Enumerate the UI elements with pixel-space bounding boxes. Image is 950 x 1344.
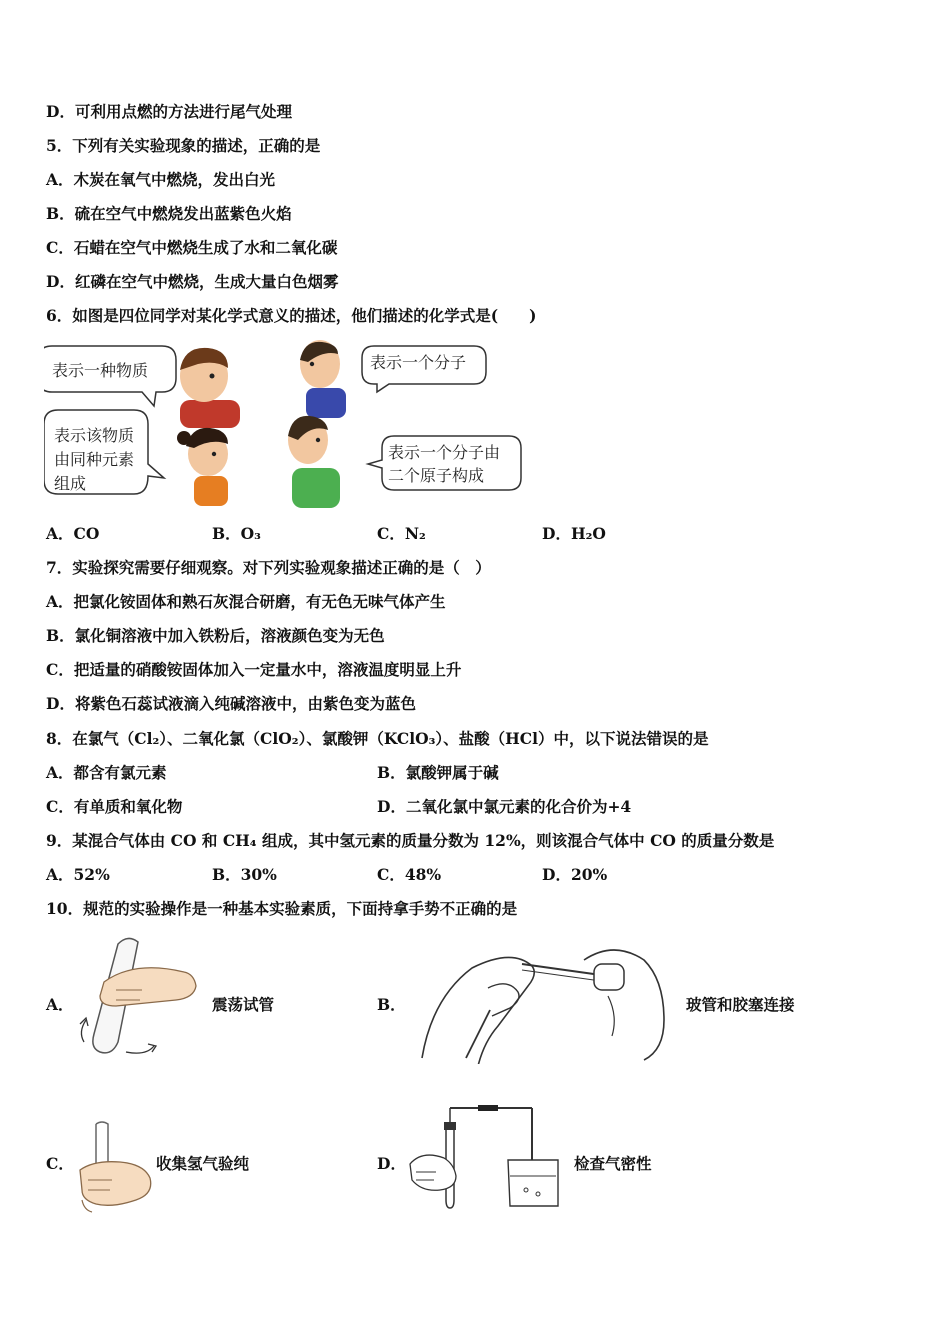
q6-option-d: D．H₂O [542, 524, 606, 543]
q6-option-c: C．N₂ [377, 524, 426, 543]
q10-label-a: A． [46, 995, 74, 1014]
q7-option-a: A．把氯化铵固体和熟石灰混合研磨，有无色无味气体产生 [46, 592, 446, 611]
q9-stem: 9．某混合气体由 CO 和 CH₄ 组成，其中氢元素的质量分数为 12%，则该混合气体中 CO 的质量分数是 [46, 831, 775, 850]
bubble-2-text: 表示一个分子 [370, 353, 467, 372]
q10-caption-d: 检查气密性 [574, 1154, 652, 1173]
q8-option-b: B．氯酸钾属于碱 [377, 763, 499, 782]
q6-stem: 6．如图是四位同学对某化学式意义的描述，他们描述的化学式是( ) [46, 306, 537, 325]
bubble-3-line3: 组成 [54, 474, 87, 493]
q10-stem: 10．规范的实验操作是一种基本实验素质，下面持拿手势不正确的是 [46, 899, 518, 918]
q10-caption-c: 收集氢气验纯 [156, 1154, 250, 1173]
q6-option-b: B．O₃ [212, 524, 261, 543]
q8-stem: 8．在氯气（Cl₂）、二氧化氯（ClO₂）、氯酸钾（KClO₃）、盐酸（HCl）中，以下说法错误的是 [46, 729, 709, 748]
student-1 [180, 348, 240, 428]
bubble-4-line2: 二个原子构成 [388, 466, 485, 485]
q9-option-a: A．52% [46, 865, 110, 884]
bubble-3-line1: 表示该物质 [54, 426, 135, 445]
q7-stem: 7．实验探究需要仔细观察。对下列实验观象描述正确的是（ ） [46, 558, 491, 577]
bubble-4-line1: 表示一个分子由 [388, 443, 501, 462]
q5-stem: 5．下列有关实验现象的描述，正确的是 [46, 136, 321, 155]
airtightness-check-figure [408, 1102, 564, 1210]
q4-option-d: D．可利用点燃的方法进行尾气处理 [46, 102, 292, 121]
bubble-1-text: 表示一种物质 [52, 361, 149, 380]
shake-test-tube-figure [76, 932, 206, 1064]
q5-option-b: B．硫在空气中燃烧发出蓝紫色火焰 [46, 204, 292, 223]
q9-option-b: B．30% [212, 865, 277, 884]
q8-option-a: A．都含有氯元素 [46, 763, 167, 782]
q9-option-d: D．20% [542, 865, 608, 884]
q10-label-c: C． [46, 1154, 74, 1173]
q8-option-d: D．二氧化氯中氯元素的化合价为+4 [377, 797, 632, 816]
glass-tube-stopper-figure [418, 940, 670, 1064]
student-3 [177, 428, 228, 506]
q7-option-d: D．将紫色石蕊试液滴入纯碱溶液中，由紫色变为蓝色 [46, 694, 416, 713]
q5-option-a: A．木炭在氧气中燃烧，发出白光 [46, 170, 276, 189]
q9-option-c: C．48% [377, 865, 442, 884]
q5-option-d: D．红磷在空气中燃烧，生成大量白色烟雾 [46, 272, 339, 291]
q6-option-a: A．CO [46, 524, 100, 543]
student-4 [288, 416, 340, 508]
q10-caption-a: 震荡试管 [212, 995, 275, 1014]
q10-label-d: D． [377, 1154, 406, 1173]
q8-option-c: C．有单质和氧化物 [46, 797, 183, 816]
student-2 [300, 340, 346, 418]
q10-caption-b: 玻管和胶塞连接 [686, 995, 795, 1014]
q7-option-b: B．氯化铜溶液中加入铁粉后，溶液颜色变为无色 [46, 626, 385, 645]
bubble-3-line2: 由同种元素 [54, 450, 135, 469]
hydrogen-test-figure [74, 1120, 154, 1216]
q10-label-b: B． [377, 995, 406, 1014]
q5-option-c: C．石蜡在空气中燃烧生成了水和二氧化碳 [46, 238, 338, 257]
q7-option-c: C．把适量的硝酸铵固体加入一定量水中，溶液温度明显上升 [46, 660, 462, 679]
